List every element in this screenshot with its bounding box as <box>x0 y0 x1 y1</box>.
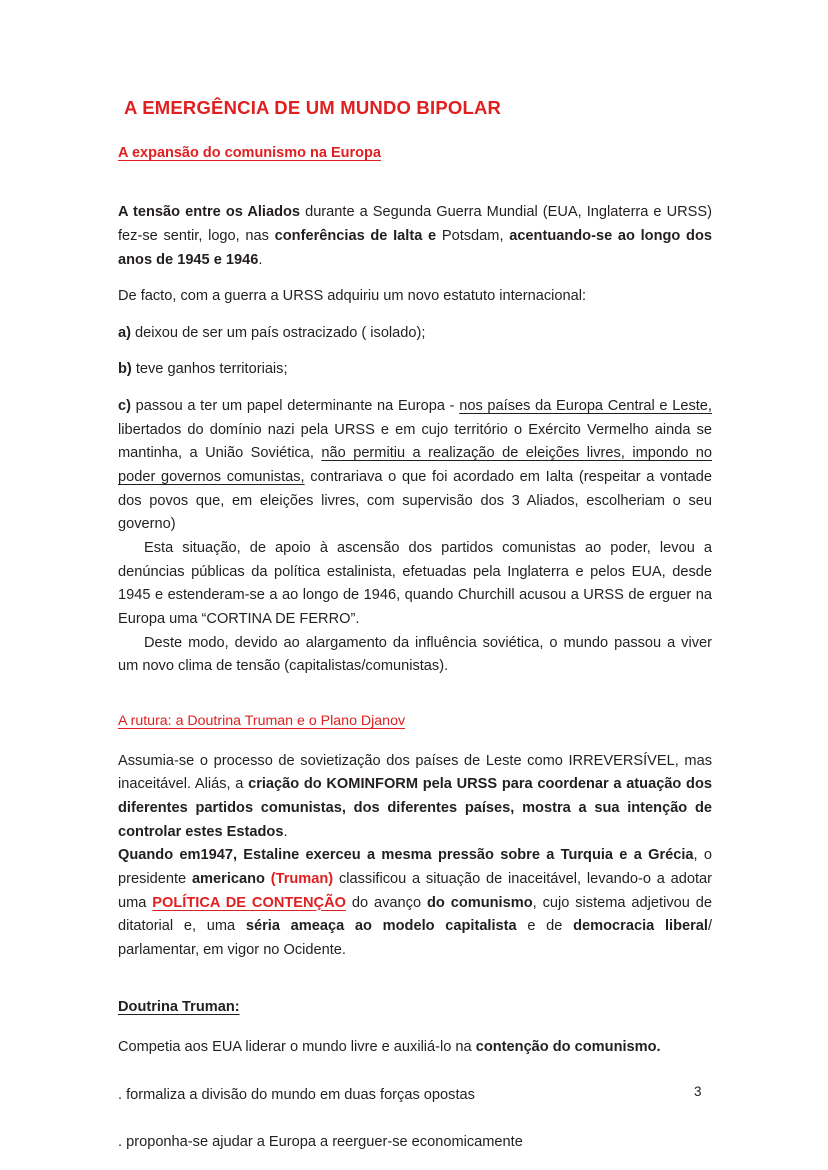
paragraph-deste-modo <box>118 632 712 679</box>
list-item-a <box>118 322 712 346</box>
list-item-b <box>118 358 712 382</box>
text-bold-tensao: A tensão entre os Aliados <box>118 204 301 221</box>
text-run: Assumia-se o processo de sovietização dos países de Leste como IRREVERSÍVEL, mas inaceitável. Aliás, a <box>118 752 712 793</box>
text-underlined-paises-leste: nos países da Europa Central e Leste, <box>459 398 712 415</box>
text-run: , o presidente <box>118 847 712 887</box>
section-heading-wrap <box>118 121 712 163</box>
text-run: . formaliza a divisão do mundo em duas forças opostas <box>118 1086 475 1103</box>
list-marker-a: a) <box>118 324 131 341</box>
text-run: passou a ter um papel determinante na Europa - <box>130 398 460 415</box>
text-bold-kominform: criação do KOMINFORM pela URSS para coordenar a atuação dos diferentes partidos comunistas, dos diferentes países, mostra a sua intenção de controlar estes Estados <box>118 776 712 840</box>
text-run: deixou de ser um país ostracizado ( isolado); <box>130 324 426 341</box>
text-run: . proponha-se ajudar a Europa a reerguer-se economicamente <box>118 1134 523 1151</box>
section-heading-doutrina-truman: Doutrina Truman: <box>118 999 240 1016</box>
text-bold-conferencias: conferências de Ialta e <box>274 227 437 244</box>
list-item-c <box>118 395 712 537</box>
spacer <box>118 732 712 750</box>
text-run: classificou a situação de inaceitável, levando-o a adotar uma <box>118 870 712 911</box>
document-body <box>118 96 712 1168</box>
text-bold-estaline-1947: Quando em1947, Estaline exerceu a mesma pressão sobre a Turquia e a Grécia <box>118 847 694 864</box>
text-run: Deste modo, devido ao alargamento da influência soviética, o mundo passou a viver um novo clima de tensão (capitalistas/comunistas). <box>118 634 712 675</box>
text-bold-democracia-liberal: democracia liberal <box>573 918 708 935</box>
text-underlined-eleicoes: não permitiu a realização de eleições livres, impondo no poder governos comunistas, <box>118 445 712 486</box>
section-heading-rutura-wrap <box>118 692 712 732</box>
text-bold-acentuando: acentuando-se ao longo dos anos de 1945 e 1946 <box>118 227 712 268</box>
text-run: , cujo sistema adjetivou de ditatorial e, uma <box>118 894 712 935</box>
paragraph-esta-situacao <box>118 537 712 632</box>
paragraph-de-facto <box>118 285 712 309</box>
page-number: 3 <box>694 1084 702 1099</box>
section-heading-doutrina-wrap <box>118 975 712 1017</box>
spacer <box>118 1018 712 1036</box>
bullet-item-2 <box>118 1131 712 1155</box>
text-run: e de <box>516 918 574 935</box>
text-run: . <box>283 823 288 840</box>
text-run: durante a Segunda Guerra Mundial (EUA, Inglaterra e URSS) fez-se sentir, logo, nas <box>118 204 712 244</box>
spacer <box>118 1120 712 1131</box>
section-heading-rutura: A rutura: a Doutrina Truman e o Plano Djanov <box>118 712 406 729</box>
text-run: . <box>258 251 263 268</box>
text-run: Esta situação, de apoio à ascensão dos partidos comunistas ao poder, levou a denúncias públicas da política estalinista, efetuadas pela Inglaterra e pelos EUA, desde 1945 e estenderam-se a ao longo de 1946, quando Churchill acusou a URSS de erguer na Europa uma “CORTINA DE FERRO”. <box>118 539 712 627</box>
paragraph-competia-eua <box>118 1036 712 1060</box>
list-marker-b: b) <box>118 361 132 378</box>
text-run: Competia aos EUA liderar o mundo livre e auxiliá-lo na <box>118 1038 476 1055</box>
paragraph-sovietizacao <box>118 750 712 845</box>
text-bold-americano: americano <box>191 870 265 887</box>
text-red-politica-contencao: POLÍTICA DE CONTENÇÃO <box>152 894 346 911</box>
text-bold-seria-ameaca: séria ameaça ao modelo capitalista <box>245 918 517 935</box>
text-run: De facto, com a guerra a URSS adquiriu um novo estatuto internacional: <box>118 288 587 305</box>
text-red-truman: (Truman) <box>270 870 334 887</box>
paragraph-truman-contencao <box>118 844 712 962</box>
text-run: contrariava o que foi acordado em Ialta (respeitar a vontade dos povos que, em eleições livres, com supervisão dos 3 Aliados, escolheriam o seu governo) <box>118 469 712 533</box>
paragraph-tensao-aliados <box>118 201 712 272</box>
text-run: libertados do domínio nazi pela URSS e em cujo território o Exército Vermelho ainda se mantinha, a União Soviética, <box>118 421 712 462</box>
section-heading-expansao: A expansão do comunismo na Europa <box>118 144 381 161</box>
text-run: / parlamentar, em vigor no Ocidente. <box>118 918 713 958</box>
list-marker-c: c) <box>118 398 131 415</box>
bullet-item-1 <box>118 1084 712 1108</box>
text-run: Potsdam, <box>436 227 510 244</box>
text-bold-contencao-comunismo: contenção do comunismo. <box>475 1038 661 1055</box>
text-run: teve ganhos territoriais; <box>131 361 288 378</box>
text-run: do avanço <box>345 894 427 911</box>
text-bold-do-comunismo: do comunismo <box>426 894 533 911</box>
spacer <box>118 1073 712 1084</box>
page-title: A EMERGÊNCIA DE UM MUNDO BIPOLAR <box>124 97 502 118</box>
